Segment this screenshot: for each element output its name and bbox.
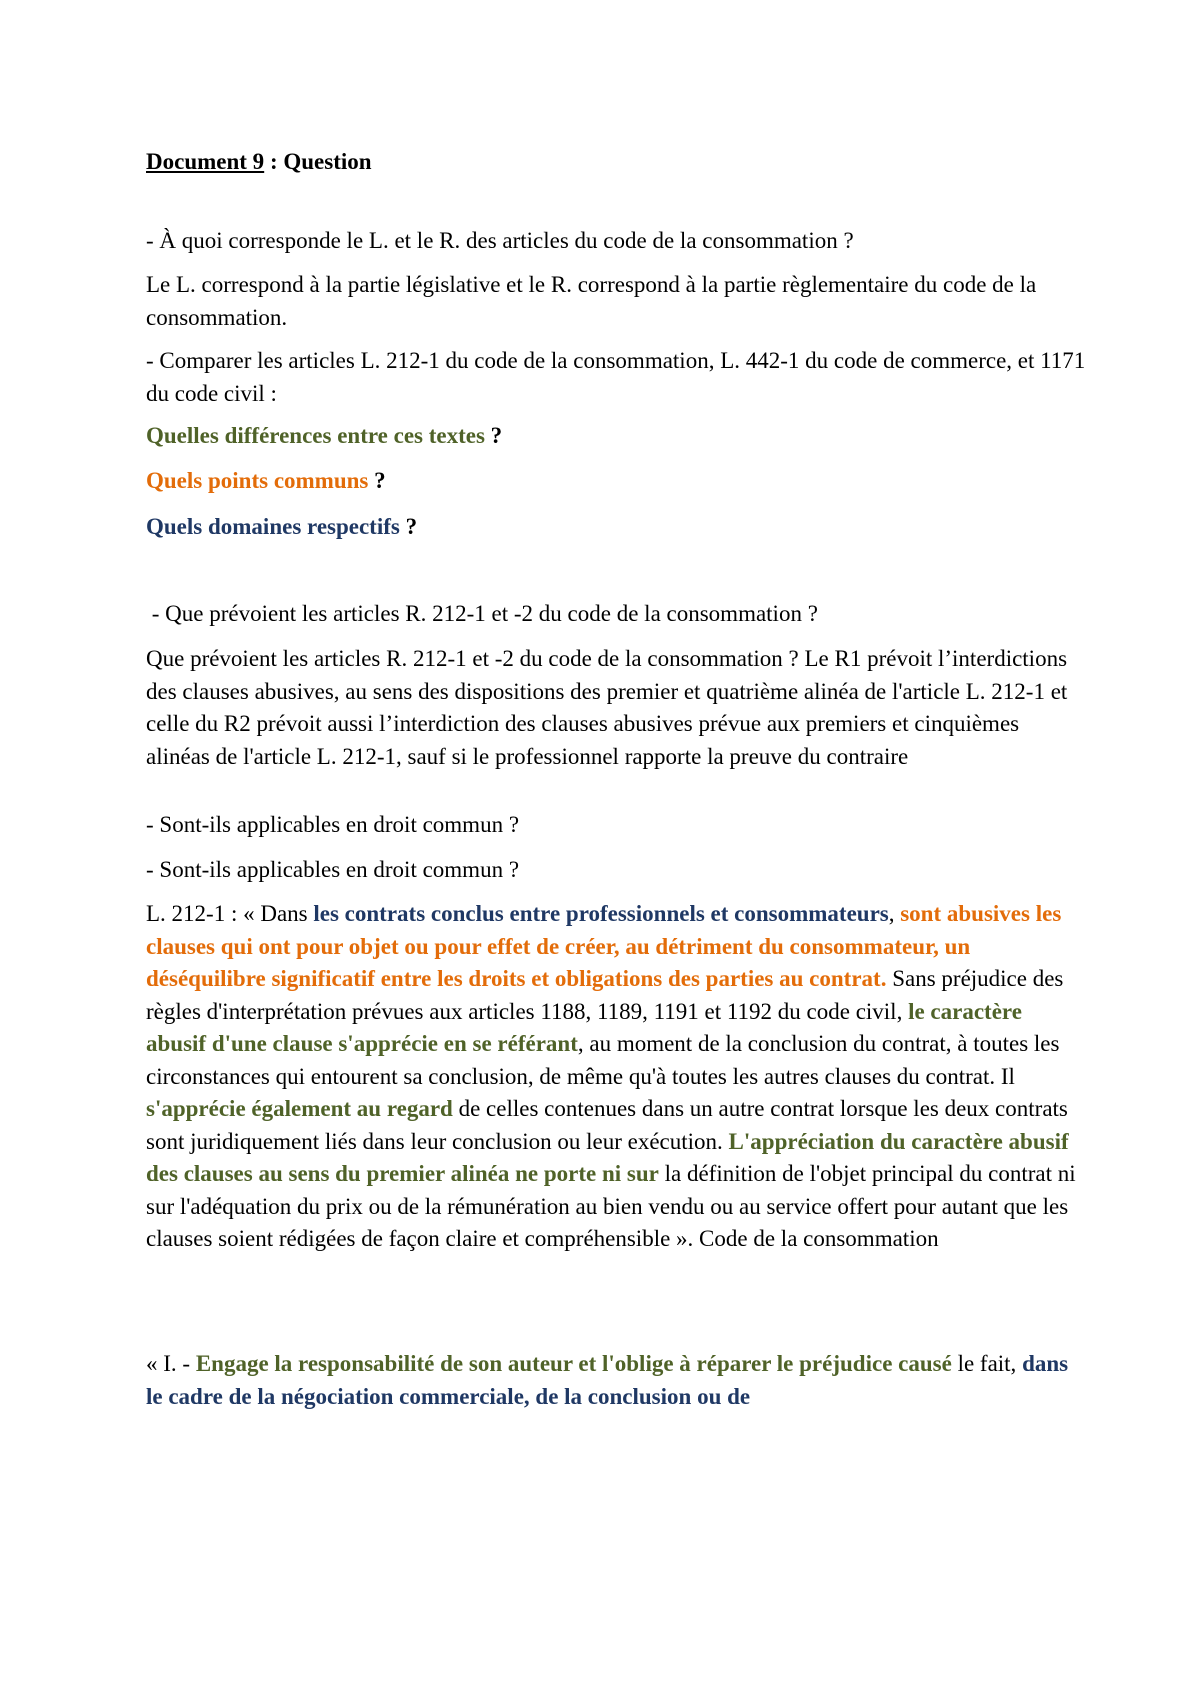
l212-part-2: les contrats conclus entre professionnels et consommateurs — [313, 901, 889, 926]
l212-part-1: L. 212-1 : « Dans — [146, 901, 314, 926]
question-4a: - Sont-ils applicables en droit commun ? — [146, 812, 520, 837]
title-separator: : — [264, 149, 284, 174]
question-common-points — [146, 465, 1086, 498]
common-points-mark: ? — [368, 468, 386, 493]
answer-3: Que prévoient les articles R. 212-1 et -2 du code de la consommation ? Le R1 prévoit l’interdictions des clauses abusives, au sens des dispositions des premier et quatrième alinéa de l'article L. 212-1 et celle du R2 prévoit aussi l’interdiction des clauses abusives prévue aux premiers et cinquièmes alinéas de l'article L. 212-1, sauf si le professionnel rapporte la preuve du contraire — [146, 646, 1068, 769]
differences-text: Quelles différences entre ces textes — [146, 423, 485, 448]
answer-1: Le L. correspond à la partie législative et le R. correspond à la partie règlementaire du code de la consommation. — [146, 272, 1037, 330]
l212-part-5: Sans préjudice des règles d'interprétation prévues aux articles 1188, 1189, 1191 et 1192 du code civil, — [146, 966, 1064, 1024]
l212-part-7: , au moment de la conclusion du contrat, à toutes les circonstances qui entourent sa conclusion, de même qu'à toutes les autres clauses du contrat. Il — [146, 1031, 1060, 1089]
differences-mark: ? — [484, 423, 503, 448]
l442-part-2: Engage la responsabilité de son auteur et l'oblige à réparer le préjudice causé — [195, 1351, 952, 1376]
title-question: Question — [283, 149, 372, 174]
question-2: - Comparer les articles L. 212-1 du code de la consommation, L. 442-1 du code de commerce, et 1171 du code civil : — [146, 348, 1086, 406]
l212-part-6: le caractère abusif d'une clause s'apprécie en se référant — [146, 998, 1022, 1056]
l442-part-3: le fait, — [951, 1351, 1023, 1376]
l212-part-9: de celles contenues dans un autre contrat lorsque les deux contrats sont juridiquement liés dans leur conclusion ou leur exécution. — [146, 1096, 1068, 1154]
l442-part-4: dans le cadre de la négociation commerciale, de la conclusion ou de — [146, 1351, 1069, 1409]
l212-part-11: la définition de l'objet principal du contrat ni sur l'adéquation du prix ou de la rémunération au bien vendu ou au service offert pour autant que les clauses soient rédigées de façon claire et compréhensible ». Code de la consommation — [146, 1161, 1076, 1251]
question-differences — [146, 420, 1086, 453]
question-1: - À quoi corresponde le L. et le R. des articles du code de la consommation ? — [146, 228, 854, 253]
question-domains — [146, 511, 1086, 544]
domains-text: Quels domaines respectifs — [146, 514, 400, 539]
l212-part-10: L'appréciation du caractère abusif des clauses au sens du premier alinéa ne porte ni sur — [146, 1128, 1069, 1186]
l212-part-4: sont abusives les clauses qui ont pour objet ou pour effet de créer, au détriment du consommateur, un déséquilibre significatif entre les droits et obligations des parties au contrat. — [146, 901, 1062, 991]
l212-part-8: s'apprécie également au regard — [146, 1096, 453, 1121]
document-title — [146, 146, 1086, 179]
domains-mark: ? — [399, 514, 418, 539]
article-l212-1-quote — [146, 898, 1086, 1256]
l442-part-1: « I. - — [146, 1351, 196, 1376]
l212-part-3: , — [888, 901, 901, 926]
common-points-text: Quels points communs — [146, 468, 369, 493]
article-l442-1-quote — [146, 1348, 1086, 1413]
question-4b: - Sont-ils applicables en droit commun ? — [146, 857, 520, 882]
question-3: - Que prévoient les articles R. 212-1 et -2 du code de la consommation ? — [146, 601, 818, 626]
document-number: Document 9 — [146, 149, 265, 174]
